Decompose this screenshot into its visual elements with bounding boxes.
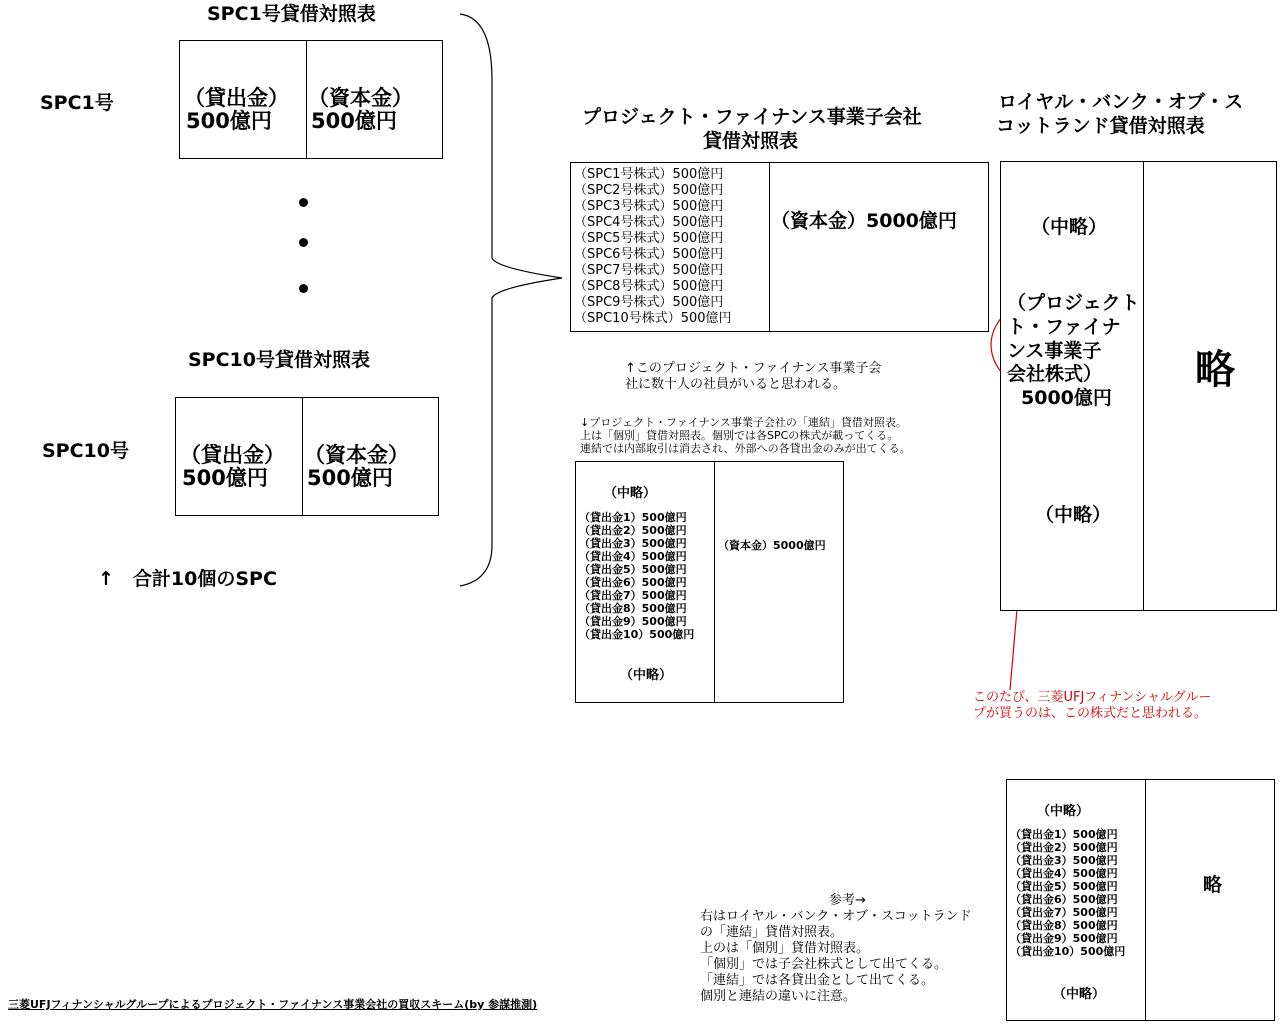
loan-item: （貸出金6）500億円 <box>1010 893 1118 906</box>
spc1-title: SPC1号貸借対照表 <box>207 3 376 25</box>
pf-asset-item: （SPC5号株式）500億円 <box>574 231 724 246</box>
rbs-stock-line4: 会社株式） <box>1007 363 1103 385</box>
rbs-right: 略 <box>1195 347 1235 393</box>
loan-item: （貸出金8）500億円 <box>1010 919 1118 932</box>
pf-balance-sheet <box>570 162 989 332</box>
pf-asset-item: （SPC9号株式）500億円 <box>574 295 724 310</box>
pf-consolidated-capital: （資本金）5000億円 <box>718 539 826 552</box>
loan-item: （貸出金10）500億円 <box>1010 945 1126 958</box>
reference-note-line6: 「連結」では各貸出金として出てくる。 <box>700 973 935 988</box>
reference-note-line7: 個別と連結の違いに注意。 <box>700 989 857 1004</box>
pf-asset-item: （SPC8号株式）500億円 <box>574 279 724 294</box>
rbs-top: （中略） <box>1031 216 1108 238</box>
reference-note-line5: 「個別」では子会社株式として出てくる。 <box>700 957 948 972</box>
rbs-consolidated-loans <box>1010 828 1125 958</box>
rbs-stock-line3: ンス事業子 <box>1007 340 1102 362</box>
rbs-bottom: （中略） <box>1035 504 1112 526</box>
pf-asset-item: （SPC10号株式）500億円 <box>574 311 732 326</box>
spc1-asset-value: 500億円 <box>186 109 272 133</box>
rbs-stock-line2: ト・ファイナ <box>1007 316 1121 338</box>
pf-note-line1: ↑このプロジェクト・ファイナンス事業子会 <box>625 361 882 376</box>
spc1-liability-value: 500億円 <box>311 109 397 133</box>
pf-asset-item: （SPC1号株式）500億円 <box>574 167 724 182</box>
pf-capital: （資本金）5000億円 <box>771 210 957 232</box>
spc1-balance-sheet <box>179 40 443 159</box>
loan-item: （貸出金1）500億円 <box>579 511 687 524</box>
loan-item: （貸出金7）500億円 <box>1010 906 1118 919</box>
pf-asset-item: （SPC3号株式）500億円 <box>574 199 724 214</box>
spc10-balance-sheet <box>175 397 439 516</box>
loan-item: （貸出金1）500億円 <box>1010 828 1118 841</box>
pf-asset-item: （SPC7号株式）500億円 <box>574 263 724 278</box>
spc10-liability: （資本金） <box>304 443 409 467</box>
pf-title-line2: 貸借対照表 <box>703 130 799 152</box>
rbs-consolidated-bottom: （中略） <box>1053 987 1106 1002</box>
loan-item: （貸出金9）500億円 <box>579 615 687 628</box>
rbs-title-line2: コットランド貸借対照表 <box>996 115 1205 137</box>
reference-note-line3: の「連結」貸借対照表。 <box>700 925 844 940</box>
red-note-line2: プが買うのは、この株式だと思われる。 <box>973 706 1208 721</box>
loan-item: （貸出金2）500億円 <box>1010 841 1118 854</box>
loan-item: （貸出金3）500億円 <box>579 537 687 550</box>
pf-note-line2: 社に数十人の社員がいると思われる。 <box>625 377 847 392</box>
total-spc-note: ↑ 合計10個のSPC <box>98 568 277 590</box>
spc10-title: SPC10号貸借対照表 <box>188 349 370 371</box>
brace <box>460 14 562 586</box>
ellipsis-dot <box>299 198 308 207</box>
spc10-label: SPC10号 <box>42 440 129 462</box>
consolidated-note-line3: 連結では内部取引は消去され、外部への各貸出金のみが出てくる。 <box>580 442 911 455</box>
loan-item: （貸出金6）500億円 <box>579 576 687 589</box>
pf-consolidated-loans <box>579 511 694 641</box>
loan-item: （貸出金5）500億円 <box>1010 880 1118 893</box>
pf-consolidated-sheet <box>575 461 844 703</box>
pf-asset-list <box>574 167 732 327</box>
consolidated-note-line2: 上は「個別」貸借対照表。個別では各SPCの株式が載ってくる。 <box>580 429 899 442</box>
ellipsis-dot <box>299 284 308 293</box>
loan-item: （貸出金10）500億円 <box>579 628 695 641</box>
loan-item: （貸出金2）500億円 <box>579 524 687 537</box>
reference-note-line2: 右はロイヤル・バンク・オブ・スコットランド <box>700 909 972 924</box>
pf-asset-item: （SPC2号株式）500億円 <box>574 183 724 198</box>
consolidated-note-line1: ↓プロジェクト・ファイナンス事業子会社の「連結」貸借対照表。 <box>580 416 907 429</box>
loan-item: （貸出金9）500億円 <box>1010 932 1118 945</box>
pf-asset-item: （SPC6号株式）500億円 <box>574 247 724 262</box>
rbs-balance-sheet <box>1000 161 1277 611</box>
loan-item: （貸出金7）500億円 <box>579 589 687 602</box>
spc10-asset-value: 500億円 <box>182 466 268 490</box>
rbs-consolidated-top: （中略） <box>1037 804 1090 819</box>
rbs-consolidated-sheet <box>1006 779 1275 1021</box>
pf-asset-item: （SPC4号株式）500億円 <box>574 215 724 230</box>
loan-item: （貸出金5）500億円 <box>579 563 687 576</box>
spc1-liability: （資本金） <box>308 86 413 110</box>
loan-item: （貸出金4）500億円 <box>579 550 687 563</box>
rbs-consolidated-right: 略 <box>1203 874 1223 896</box>
loan-item: （貸出金3）500億円 <box>1010 854 1118 867</box>
rbs-stock-value: 5000億円 <box>1021 387 1112 409</box>
spc10-asset: （貸出金） <box>180 443 285 467</box>
reference-note-line4: 上のは「個別」貸借対照表。 <box>700 941 870 956</box>
spc1-asset: （貸出金） <box>184 86 289 110</box>
pf-title-line1: プロジェクト・ファイナンス事業子会社 <box>582 106 922 128</box>
footer-caption: 三菱UFJフィナンシャルグループによるプロジェクト・ファイナンス事業会社の買収スキーム(by 参謀推測) <box>8 998 538 1011</box>
red-note-line1: このたび、三菱UFJフィナンシャルグルー <box>973 690 1212 705</box>
ellipsis-dot <box>299 238 308 247</box>
loan-item: （貸出金8）500億円 <box>579 602 687 615</box>
pf-consolidated-bottom: （中略） <box>620 668 673 683</box>
rbs-title-line1: ロイヤル・バンク・オブ・ス <box>998 91 1244 113</box>
loan-item: （貸出金4）500億円 <box>1010 867 1118 880</box>
rbs-stock-line1: （プロジェクト <box>1007 292 1140 314</box>
spc10-liability-value: 500億円 <box>307 466 393 490</box>
spc1-label: SPC1号 <box>40 92 114 114</box>
pf-consolidated-top: （中略） <box>604 486 657 501</box>
reference-note-line1: 参考→ <box>829 893 866 908</box>
